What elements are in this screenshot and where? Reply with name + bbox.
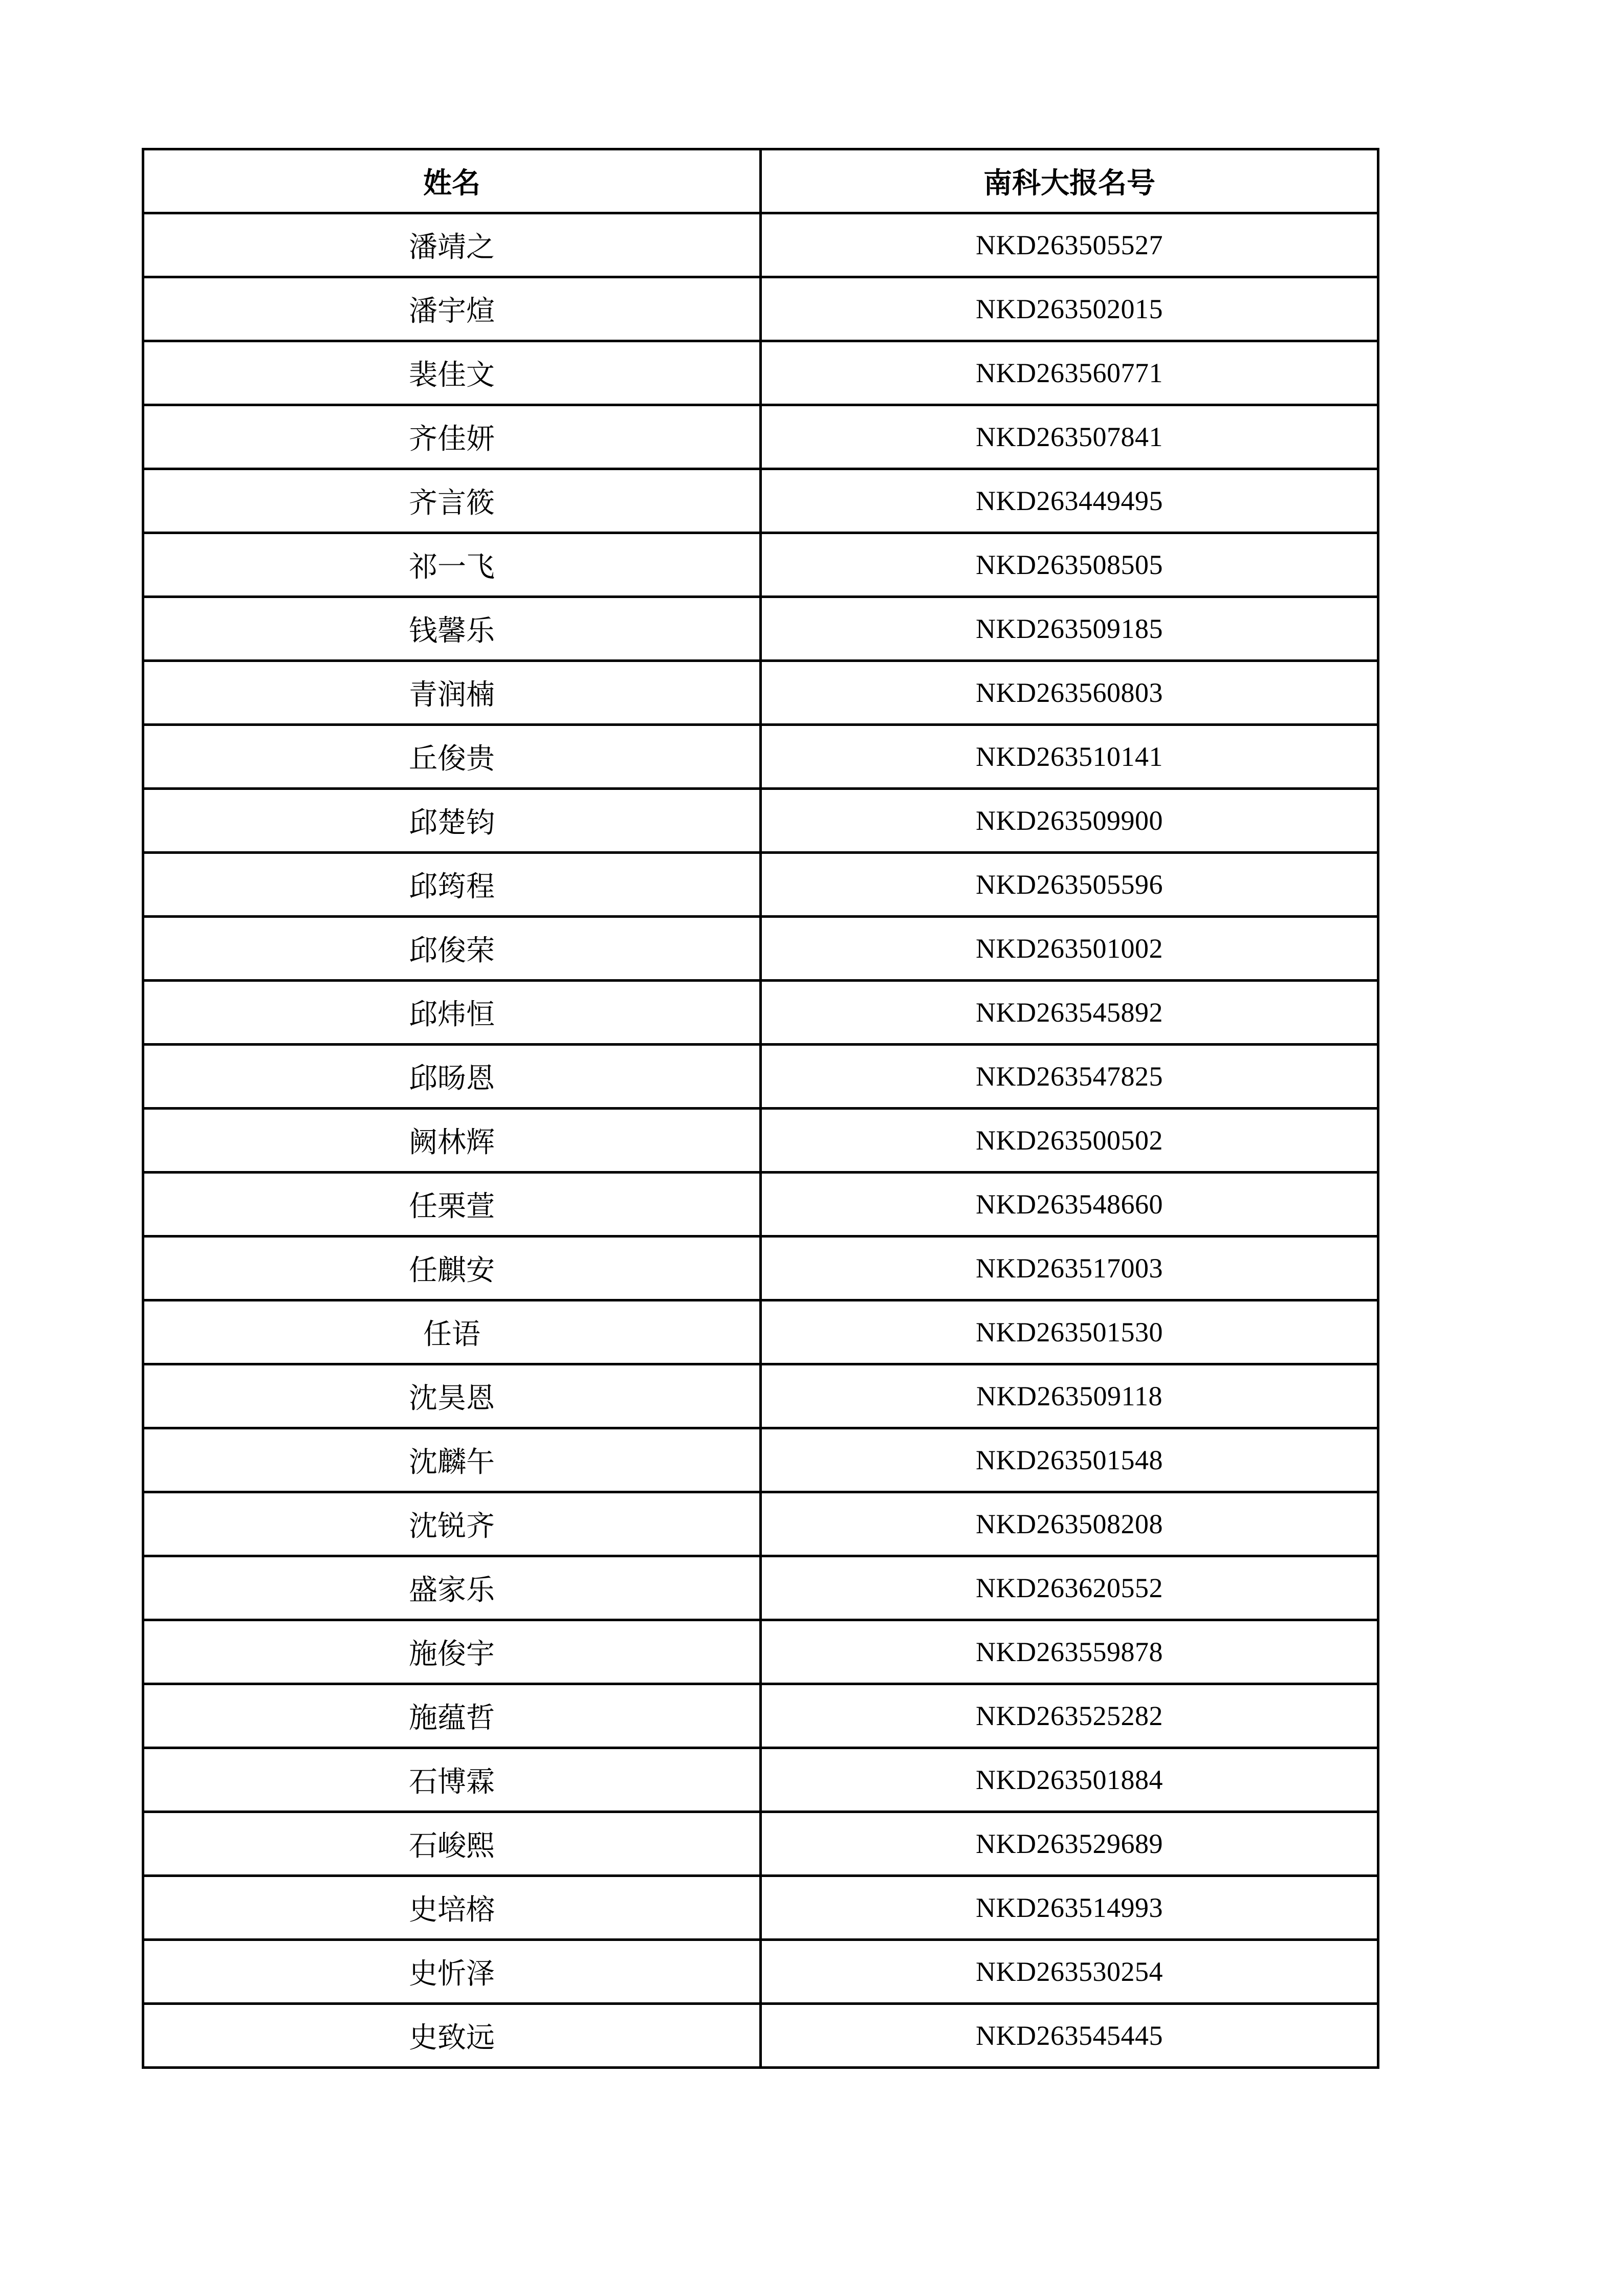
table-row (143, 341, 1378, 405)
registration-id-cell: NKD263560803 (761, 661, 1378, 725)
registration-id-cell: NKD263505527 (761, 213, 1378, 277)
name-cell: 邱楚钧 (143, 789, 761, 853)
registration-id-cell: NKD263501884 (761, 1748, 1378, 1812)
table-row (143, 1556, 1378, 1620)
registration-id-cell: NKD263502015 (761, 277, 1378, 341)
table-row (143, 1748, 1378, 1812)
name-cell: 沈锐齐 (143, 1492, 761, 1556)
name-cell: 史培榕 (143, 1876, 761, 1940)
name-cell: 沈麟午 (143, 1428, 761, 1492)
table-row (143, 853, 1378, 917)
name-cell: 钱馨乐 (143, 597, 761, 661)
table-row (143, 1876, 1378, 1940)
column-header-name: 姓名 (143, 149, 761, 213)
name-cell: 齐言筱 (143, 469, 761, 533)
roster-body (143, 213, 1378, 2068)
registration-id-cell: NKD263510141 (761, 725, 1378, 789)
registration-id-cell: NKD263620552 (761, 1556, 1378, 1620)
table-row (143, 405, 1378, 469)
name-cell: 祁一飞 (143, 533, 761, 597)
name-cell: 潘靖之 (143, 213, 761, 277)
registration-id-cell: NKD263514993 (761, 1876, 1378, 1940)
registration-id-cell: NKD263560771 (761, 341, 1378, 405)
table-row (143, 1428, 1378, 1492)
name-cell: 青润楠 (143, 661, 761, 725)
name-cell: 沈昊恩 (143, 1364, 761, 1428)
registration-id-cell: NKD263508505 (761, 533, 1378, 597)
table-row (143, 725, 1378, 789)
name-cell: 邱旸恩 (143, 1045, 761, 1109)
table-row (143, 277, 1378, 341)
table-row (143, 981, 1378, 1045)
table-row (143, 917, 1378, 981)
table-row (143, 1300, 1378, 1364)
table-row (143, 1940, 1378, 2004)
registration-id-cell: NKD263507841 (761, 405, 1378, 469)
column-header-id: 南科大报名号 (761, 149, 1378, 213)
name-cell: 阙林辉 (143, 1109, 761, 1173)
roster-sheet (142, 148, 1377, 2069)
table-row (143, 1812, 1378, 1876)
name-cell: 施蕴哲 (143, 1684, 761, 1748)
name-cell: 施俊宇 (143, 1620, 761, 1684)
table-row (143, 597, 1378, 661)
table-row (143, 533, 1378, 597)
registration-id-cell: NKD263449495 (761, 469, 1378, 533)
name-cell: 邱俊荣 (143, 917, 761, 981)
registration-id-cell: NKD263501530 (761, 1300, 1378, 1364)
registration-id-cell: NKD263509185 (761, 597, 1378, 661)
name-cell: 史忻泽 (143, 1940, 761, 2004)
table-row (143, 1173, 1378, 1237)
roster-table (142, 148, 1379, 2069)
registration-id-cell: NKD263517003 (761, 1237, 1378, 1300)
table-row (143, 1492, 1378, 1556)
registration-id-cell: NKD263530254 (761, 1940, 1378, 2004)
registration-id-cell: NKD263505596 (761, 853, 1378, 917)
name-cell: 任语 (143, 1300, 761, 1364)
table-row (143, 469, 1378, 533)
name-cell: 任栗萱 (143, 1173, 761, 1237)
name-cell: 任麒安 (143, 1237, 761, 1300)
table-row (143, 1364, 1378, 1428)
table-row (143, 1620, 1378, 1684)
registration-id-cell: NKD263501548 (761, 1428, 1378, 1492)
registration-id-cell: NKD263548660 (761, 1173, 1378, 1237)
name-cell: 丘俊贵 (143, 725, 761, 789)
name-cell: 齐佳妍 (143, 405, 761, 469)
table-row (143, 2004, 1378, 2068)
registration-id-cell: NKD263545445 (761, 2004, 1378, 2068)
table-row (143, 1237, 1378, 1300)
table-row (143, 1109, 1378, 1173)
table-row (143, 789, 1378, 853)
table-row (143, 1684, 1378, 1748)
name-cell: 石峻熙 (143, 1812, 761, 1876)
registration-id-cell: NKD263529689 (761, 1812, 1378, 1876)
registration-id-cell: NKD263559878 (761, 1620, 1378, 1684)
name-cell: 盛家乐 (143, 1556, 761, 1620)
name-cell: 石博霖 (143, 1748, 761, 1812)
registration-id-cell: NKD263509900 (761, 789, 1378, 853)
registration-id-cell: NKD263500502 (761, 1109, 1378, 1173)
header-row (143, 149, 1378, 213)
table-row (143, 661, 1378, 725)
registration-id-cell: NKD263525282 (761, 1684, 1378, 1748)
name-cell: 史致远 (143, 2004, 761, 2068)
table-row (143, 1045, 1378, 1109)
name-cell: 潘宇煊 (143, 277, 761, 341)
registration-id-cell: NKD263501002 (761, 917, 1378, 981)
name-cell: 邱筠程 (143, 853, 761, 917)
name-cell: 裴佳文 (143, 341, 761, 405)
table-row (143, 213, 1378, 277)
registration-id-cell: NKD263509118 (761, 1364, 1378, 1428)
registration-id-cell: NKD263547825 (761, 1045, 1378, 1109)
registration-id-cell: NKD263545892 (761, 981, 1378, 1045)
registration-id-cell: NKD263508208 (761, 1492, 1378, 1556)
name-cell: 邱炜恒 (143, 981, 761, 1045)
